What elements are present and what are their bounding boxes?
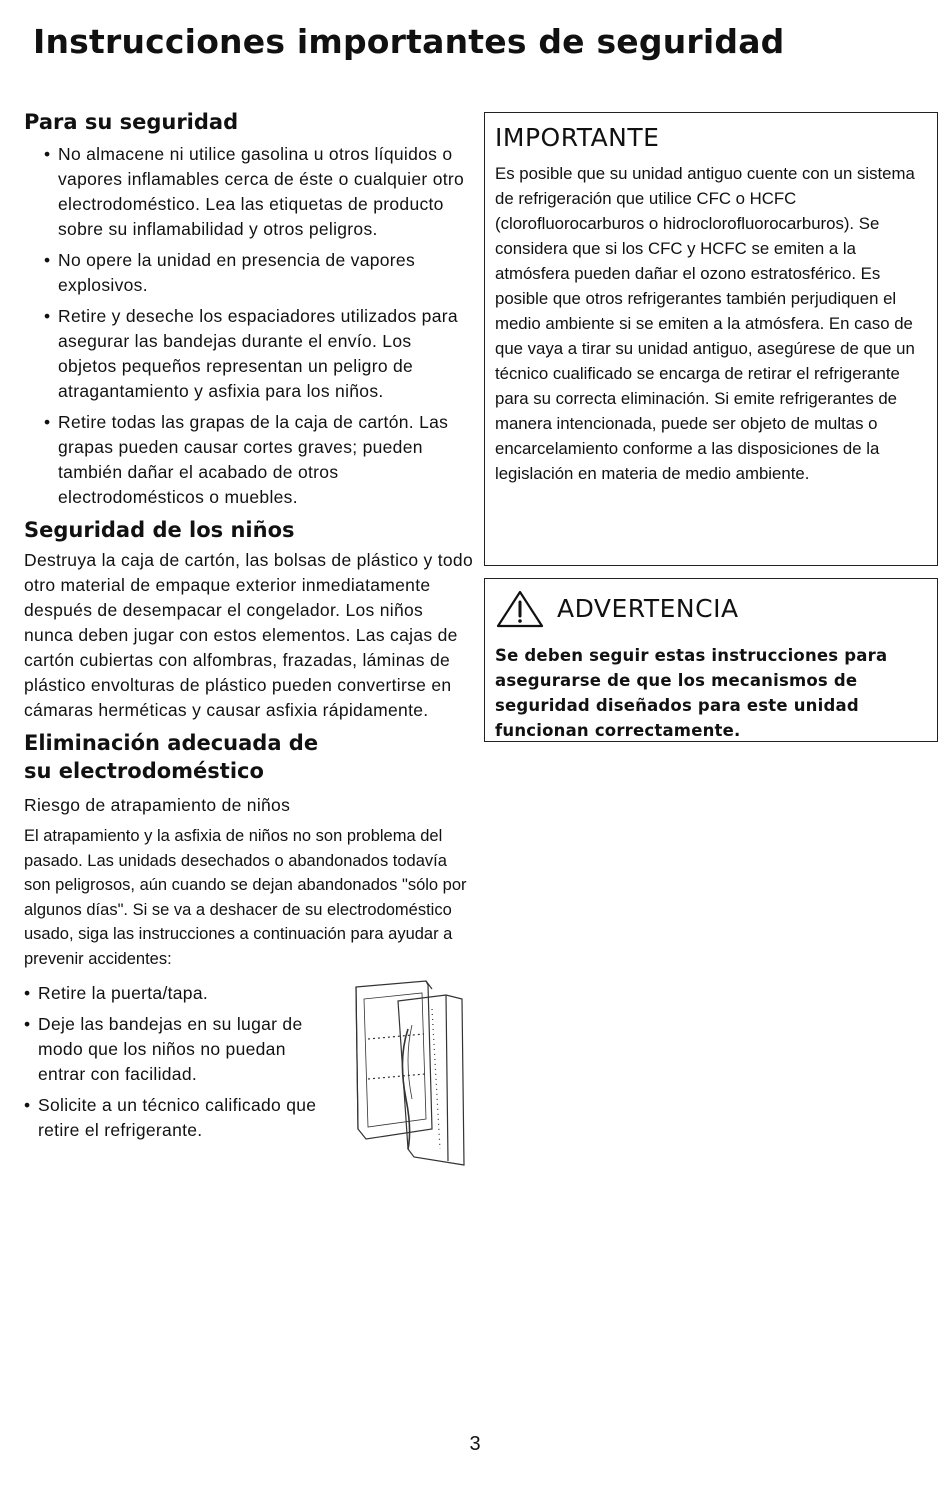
list-item: • Retire y deseche los espaciadores utilizados para asegurar las bandejas durante el envío. Los objetos pequeños representan un peligro de atragantamiento y asfixia para los niños.: [44, 304, 474, 404]
disposal-bullet-list: [24, 981, 324, 1143]
section-heading-safety: Para su seguridad: [24, 110, 239, 134]
warning-triangle-icon: [495, 589, 545, 629]
safety-bullet-list: [24, 142, 474, 510]
disposal-paragraph: El atrapamiento y la asfixia de niños no son problema del pasado. Las unidads desechados o abandonados todavía son peligrosos, aún cuando se dejan abandonados "sólo por algunos días". Si se va a deshacer de su electrodoméstico usado, siga las instrucciones a continuación para ayudar a prevenir accidentes:: [24, 827, 467, 968]
warning-box: [484, 578, 938, 742]
disposal-steps: [24, 981, 474, 1143]
important-heading: IMPORTANTE: [495, 123, 660, 152]
list-item: • No opere la unidad en presencia de vapores explosivos.: [44, 248, 474, 298]
list-item: • Solicite a un técnico calificado que retire el refrigerante.: [24, 1093, 324, 1143]
disposal-subheading: Riesgo de atrapamiento de niños: [24, 795, 291, 815]
disposal-heading-line2: su electrodoméstico: [24, 759, 264, 783]
warning-header: [495, 589, 927, 629]
section-heading-children: Seguridad de los niños: [24, 518, 295, 542]
list-item: • Retire la puerta/tapa.: [24, 981, 324, 1006]
page-number: 3: [469, 1433, 481, 1455]
disposal-heading-line1: Eliminación adecuada de: [24, 731, 319, 755]
list-item: • Deje las bandejas en su lugar de modo que los niños no puedan entrar con facilidad.: [24, 1012, 324, 1087]
warning-heading: ADVERTENCIA: [557, 594, 739, 623]
important-notice-box: [484, 112, 938, 566]
list-item: • No almacene ni utilice gasolina u otros líquidos o vapores inflamables cerca de éste o cualquier otro electrodoméstico. Lea las etiquetas de producto sobre su inflamabilidad y otros peligros.: [44, 142, 474, 242]
children-paragraph: Destruya la caja de cartón, las bolsas de plástico y todo otro material de empaque exterior inmediatamente después de desempacar el congelador. Los niños nunca deben jugar con estos elementos. Las cajas de cartón cubiertas con alfombras, frazadas, láminas de plástico envolturas de plástico pueden convertirse en cámaras herméticas y causar asfixia rápidamente.: [24, 550, 474, 720]
left-column: [24, 108, 474, 1149]
warning-text: Se deben seguir estas instrucciones para asegurarse de que los mecanismos de seguridad diseñados para este unidad funcionan correctamente.: [495, 646, 888, 740]
section-heading-disposal: [24, 729, 474, 785]
fridge-door-removed-illustration: [336, 979, 468, 1169]
list-item: • Retire todas las grapas de la caja de cartón. Las grapas pueden causar cortes graves; pueden también dañar el acabado de otros electrodomésticos o muebles.: [44, 410, 474, 510]
important-text: Es posible que su unidad antiguo cuente con un sistema de refrigeración que utilice CFC o HCFC (clorofluorocarburos o hidroclorofluorocarburos). Se considera que si los CFC y HCFC se emiten a la atmósfera pueden dañar el ozono estratosférico. Es posible que otros refrigerantes también perjudiquen el medio ambiente si se emiten a la atmósfera. En caso de que vaya a tirar su unidad antiguo, asegúrese de que un técnico cualificado se encarga de retirar el refrigerante para su correcta eliminación. Si emite refrigerantes de manera intencionada, puede ser objeto de multas o encarcelamiento conforme a las disposiciones de la legislación en materia de medio ambiente.: [495, 164, 915, 483]
page-title: Instrucciones importantes de seguridad: [33, 22, 785, 61]
